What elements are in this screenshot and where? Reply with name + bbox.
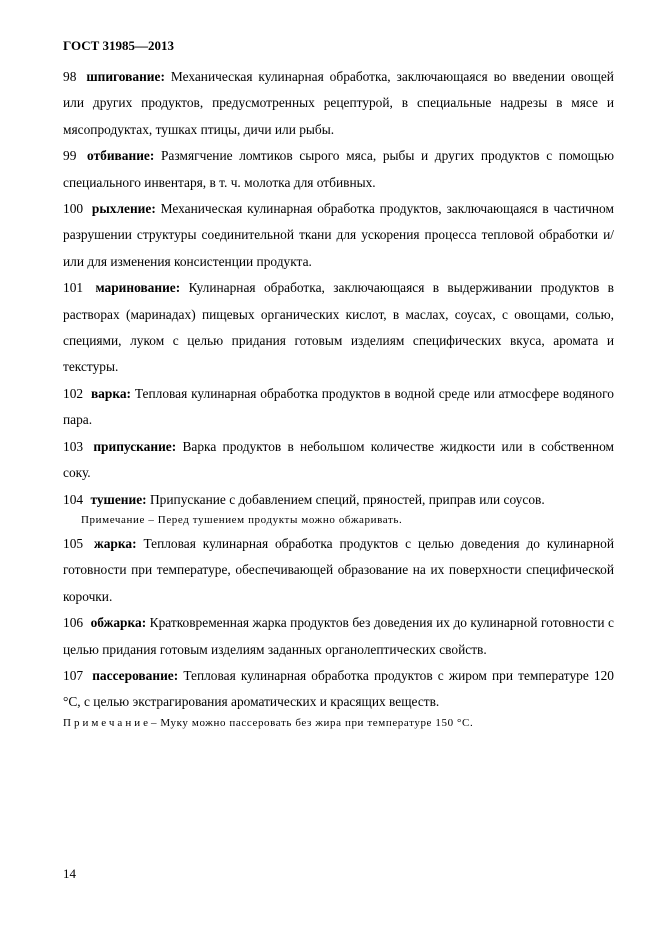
entry-term: маринование: (95, 280, 181, 296)
entry-term: пассерование: (92, 667, 179, 683)
term-entry (63, 434, 614, 487)
note-104 (63, 513, 614, 527)
entry-definition: Тепловая кулинарная обработка продуктов с жиром при температуре 120 °С, с целью экстрагирования ароматических и красящих веществ. (63, 667, 614, 710)
entry-number: 98 (63, 69, 77, 84)
document-page (63, 38, 614, 734)
term-entry (63, 487, 614, 513)
entry-number: 103 (63, 438, 84, 454)
entry-number: 100 (63, 201, 84, 217)
entry-number: 104 (63, 491, 84, 507)
entry-number: 102 (63, 385, 84, 401)
term-entry (63, 275, 614, 381)
entry-definition: Кратковременная жарка продуктов без доведения их до кулинарной готовности с целью придания готовым изделиям заданных органолептических свойств. (63, 615, 614, 657)
entry-term: шпигование: (86, 69, 165, 84)
entry-definition: Механическая кулинарная обработка, заключающаяся во введении овощей или других продуктов, предусмотренных рецептурой, в специальные надрезы в мясе и мясопродуктах, тушках птицы, дичи или рыбы. (63, 69, 614, 137)
entry-number: 107 (63, 667, 84, 683)
term-entry (63, 610, 614, 663)
entry-term: отбивание: (87, 148, 155, 164)
entry-number: 101 (63, 280, 84, 296)
entry-number: 105 (63, 535, 84, 551)
entry-definition: Варка продуктов в небольшом количестве жидкости или в собственном соку. (63, 438, 614, 481)
entry-definition: Припускание с добавлением специй, пряностей, приправ или соусов. (150, 491, 545, 507)
term-entry (63, 143, 614, 196)
term-entry (63, 381, 614, 434)
term-entry (63, 531, 614, 610)
entry-definition: Механическая кулинарная обработка продуктов, заключающаяся в частичном разрушении структуры соединительной ткани для ускорения процесса тепловой обработки и/или для изменения консистенции продукта. (63, 201, 614, 269)
standard-header: ГОСТ 31985—2013 (63, 38, 175, 53)
entry-term: припускание: (93, 438, 177, 454)
entry-number: 99 (63, 148, 77, 164)
entry-definition: Размягчение ломтиков сырого мяса, рыбы и других продуктов с помощью специального инвентаря, в т. ч. молотка для отбивных. (63, 148, 614, 190)
page-number: 14 (63, 866, 76, 881)
note-label: Примечание (81, 513, 145, 526)
note-text: – Перед тушением продукты можно обжаривать. (144, 513, 403, 526)
term-entry (63, 196, 614, 275)
entry-definition: Тепловая кулинарная обработка продуктов с целью доведения до кулинарной готовности при температуре, обеспечивающей образование на их поверхности специфической корочки. (63, 535, 614, 604)
entry-term: обжарка: (90, 615, 147, 631)
term-entry (63, 663, 614, 716)
term-entry (63, 64, 614, 143)
entry-term: рыхление: (91, 201, 156, 217)
entry-definition: Кулинарная обработка, заключающаяся в выдерживании продуктов в растворах (маринадах) пищевых органических кислот, в маслах, соусах, с овощами, солью, специями, луком с целью придания готовым изделиям специфических вкуса, аромата и текстуры. (63, 280, 614, 375)
note-text: – Муку можно пассеровать без жира при температуре 150 °С. (150, 716, 474, 729)
entry-term: жарка: (94, 535, 137, 551)
entry-term: тушение: (90, 491, 147, 507)
note-107 (63, 716, 614, 730)
entry-term: варка: (90, 385, 131, 401)
note-label: Примечание (63, 716, 151, 729)
entry-definition: Тепловая кулинарная обработка продуктов в водной среде или атмосфере водяного пара. (63, 385, 614, 428)
entry-number: 106 (63, 615, 84, 631)
